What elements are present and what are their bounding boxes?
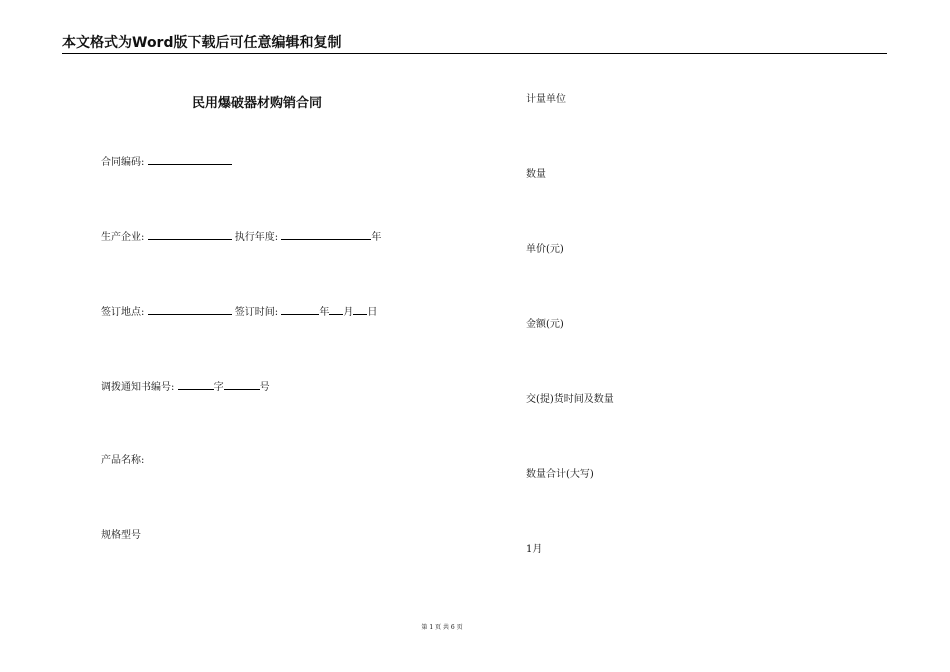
product-name-label: 产品名称: xyxy=(101,455,145,466)
notice-mid-text: 字 xyxy=(213,382,224,393)
notice-number-row xyxy=(101,379,270,395)
notice-number-label: 调拨通知书编号: xyxy=(101,382,175,393)
right-item-quantity: 数量 xyxy=(526,169,546,180)
producer-blank xyxy=(148,229,232,240)
signing-place-row xyxy=(101,304,377,320)
contract-number-label: 合同编码: xyxy=(101,157,145,168)
contract-number-blank xyxy=(148,154,232,165)
signing-time-label: 签订时间: xyxy=(234,307,279,318)
signing-year-blank xyxy=(281,304,319,315)
producer-row xyxy=(101,229,381,245)
document-title: 民用爆破器材购销合同 xyxy=(192,96,323,111)
right-item-unit-price: 单价(元) xyxy=(526,244,564,255)
contract-number-row xyxy=(101,154,232,170)
right-item-month: 1月 xyxy=(526,544,543,555)
signing-place-blank xyxy=(148,304,232,315)
notice-end-text: 号 xyxy=(259,382,270,393)
notice-number-blank xyxy=(224,379,260,390)
right-item-unit: 计量单位 xyxy=(526,94,566,105)
signing-month-blank xyxy=(329,304,343,315)
right-item-total-quantity: 数量合计(大写) xyxy=(526,469,594,480)
execution-year-suffix: 年 xyxy=(371,232,382,243)
page-footer: 第 1 页 共 6 页 xyxy=(421,624,463,631)
execution-year-label: 执行年度: xyxy=(234,232,279,243)
notice-prefix-blank xyxy=(178,379,214,390)
signing-place-label: 签订地点: xyxy=(101,307,145,318)
signing-month-unit: 月 xyxy=(343,307,354,318)
signing-year-unit: 年 xyxy=(319,307,330,318)
signing-day-unit: 日 xyxy=(367,307,378,318)
right-item-delivery: 交(提)货时间及数量 xyxy=(526,394,614,405)
execution-year-blank xyxy=(281,229,371,240)
producer-label: 生产企业: xyxy=(101,232,145,243)
signing-day-blank xyxy=(353,304,367,315)
page-header: 本文格式为Word版下载后可任意编辑和复制 xyxy=(62,34,887,54)
spec-model-label: 规格型号 xyxy=(101,530,141,541)
right-item-amount: 金额(元) xyxy=(526,319,564,330)
